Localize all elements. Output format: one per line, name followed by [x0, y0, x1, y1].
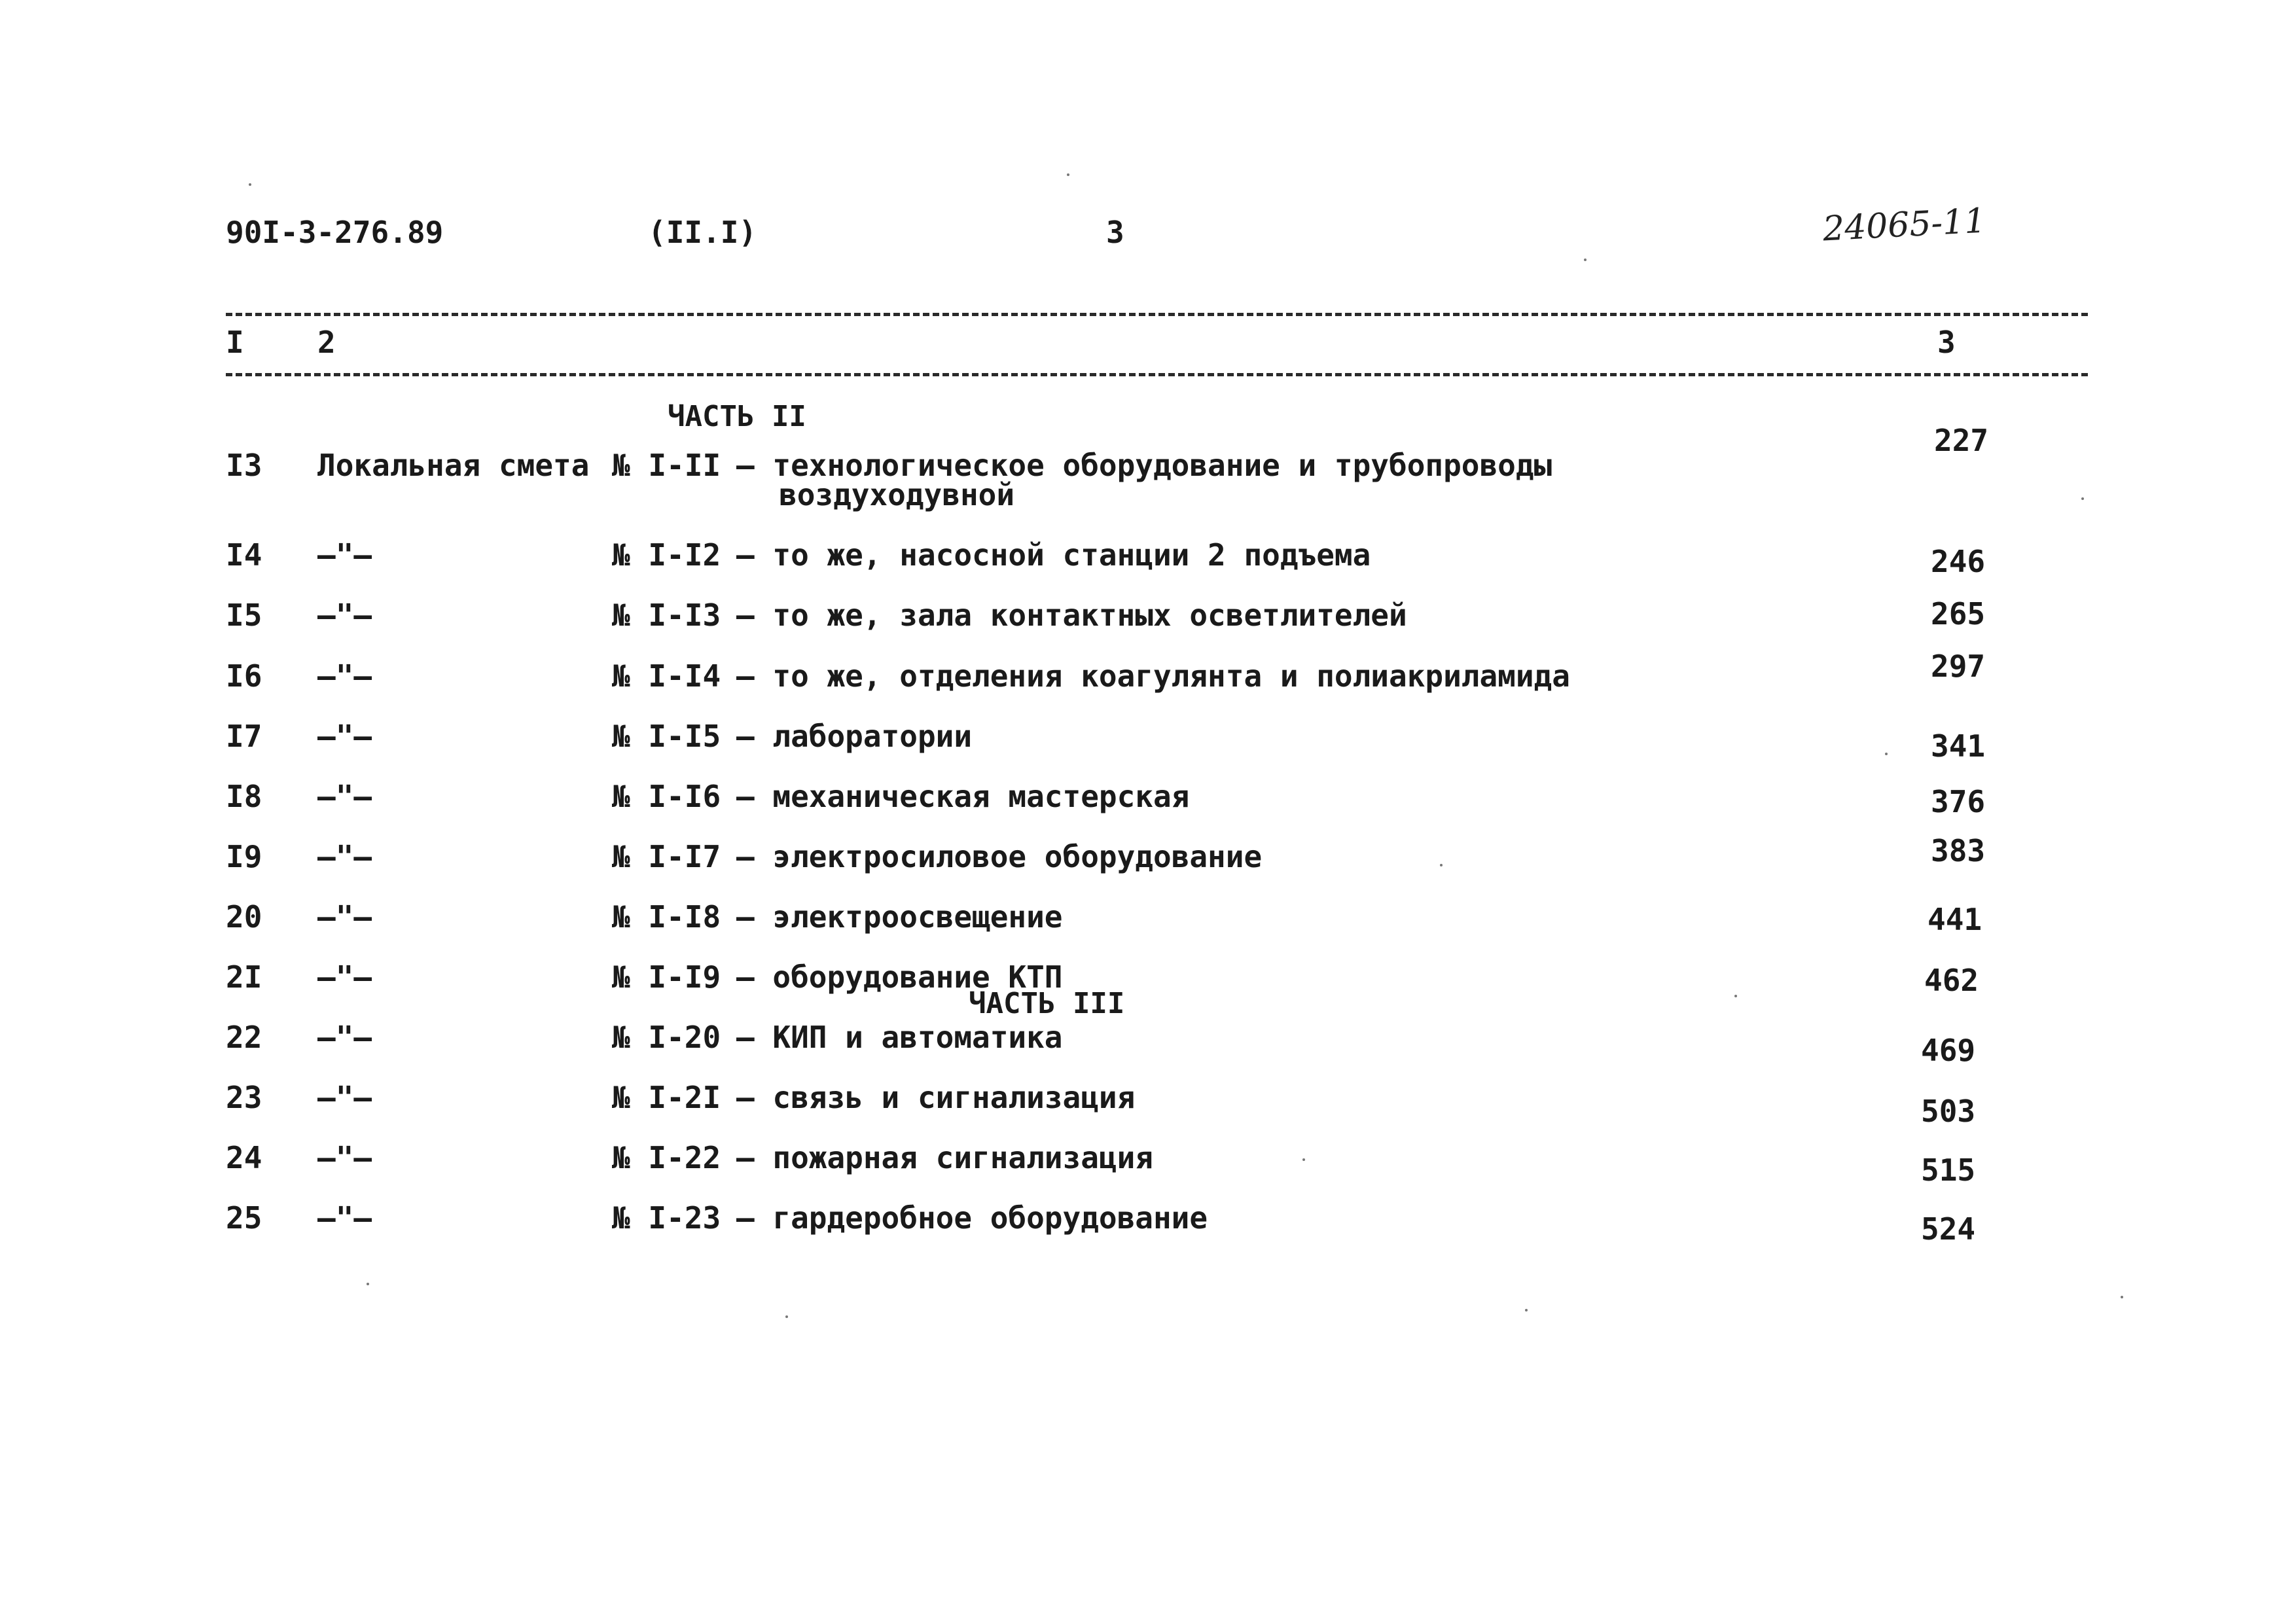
estimate-code: № I-I5 [612, 719, 721, 754]
estimate-code: № I-I4 [612, 658, 721, 694]
estimate-description: – механическая мастерская [736, 779, 1190, 814]
scan-speck [785, 1315, 788, 1318]
row-number: I6 [226, 658, 262, 694]
page-reference: 462 [1924, 963, 1979, 998]
scan-speck [249, 183, 251, 186]
estimate-description: – технологическое оборудование и трубопроводы [736, 448, 1552, 483]
scan-speck [1525, 1309, 1528, 1311]
document-code: 90I-3-276.89 [226, 215, 444, 250]
page-reference: 265 [1931, 596, 1986, 632]
page-reference: 376 [1931, 784, 1986, 819]
column-2-header: 2 [317, 325, 336, 360]
page-reference: 469 [1921, 1033, 1976, 1068]
estimate-code: № I-I8 [612, 899, 721, 935]
row-number: I9 [226, 839, 262, 874]
row-number: 2I [226, 959, 262, 995]
estimate-code: № I-I2 [612, 537, 721, 573]
column-1-header: I [226, 325, 244, 360]
row-number: 20 [226, 899, 262, 935]
page-reference: 503 [1921, 1094, 1976, 1129]
estimate-code: № I-I6 [612, 779, 721, 814]
estimate-code: № I-2I [612, 1080, 721, 1115]
page-reference: 441 [1928, 902, 1982, 937]
ditto-mark: –"– [317, 537, 372, 573]
scan-speck [1885, 753, 1888, 755]
handwritten-reference: 24065-11 [1821, 201, 1987, 249]
estimate-description: – оборудование КТП [736, 959, 1063, 995]
estimate-description: – гардеробное оборудование [736, 1200, 1208, 1236]
row-number: I5 [226, 597, 262, 633]
part-3-heading: ЧАСТЬ III [969, 987, 1125, 1020]
estimate-description-continued: воздуходувной [779, 477, 1015, 512]
scan-speck [367, 1283, 369, 1285]
scan-speck [1734, 995, 1737, 997]
scan-speck [1067, 173, 1069, 176]
estimate-description: – электросиловое оборудование [736, 839, 1263, 874]
estimate-code: № I-22 [612, 1140, 721, 1175]
ditto-mark: –"– [317, 1200, 372, 1236]
estimate-code: № I-I7 [612, 839, 721, 874]
estimate-code: № I-I9 [612, 959, 721, 995]
estimate-description: – лаборатории [736, 719, 973, 754]
estimate-description: – то же, насосной станции 2 подъема [736, 537, 1371, 573]
section-number: (II.I) [648, 215, 757, 250]
estimate-description: – связь и сигнализация [736, 1080, 1136, 1115]
page-reference: 227 [1934, 423, 1989, 458]
estimate-description: – КИП и автоматика [736, 1020, 1063, 1055]
scan-speck [1440, 864, 1443, 866]
page-reference: 383 [1931, 833, 1986, 868]
row-number: I4 [226, 537, 262, 573]
page-number: 3 [1106, 215, 1124, 250]
column-3-header: 3 [1937, 325, 1956, 360]
page-reference: 524 [1921, 1211, 1976, 1247]
estimate-description: – то же, зала контактных осветлителей [736, 597, 1407, 633]
estimate-code: № I-I3 [612, 597, 721, 633]
row-number: 23 [226, 1080, 262, 1115]
estimate-code: № I-II [612, 448, 721, 483]
ditto-mark: –"– [317, 658, 372, 694]
header-top-rule [226, 313, 2088, 316]
estimate-code: № I-23 [612, 1200, 721, 1236]
ditto-mark: –"– [317, 597, 372, 633]
header-bottom-rule [226, 373, 2088, 376]
row-number: 24 [226, 1140, 262, 1175]
page-reference: 246 [1931, 544, 1986, 579]
scan-speck [1584, 259, 1587, 261]
ditto-mark: –"– [317, 1140, 372, 1175]
ditto-mark: –"– [317, 899, 372, 935]
ditto-mark: –"– [317, 839, 372, 874]
ditto-mark: –"– [317, 779, 372, 814]
page-reference: 341 [1931, 728, 1986, 764]
scan-speck [2081, 497, 2084, 500]
page-reference: 515 [1921, 1152, 1976, 1188]
scan-speck [2121, 1296, 2123, 1298]
scan-speck [1302, 1158, 1305, 1161]
row-number: 22 [226, 1020, 262, 1055]
row-number: I7 [226, 719, 262, 754]
estimate-code: № I-20 [612, 1020, 721, 1055]
estimate-type: Локальная смета [317, 448, 590, 483]
estimate-description: – электроосвещение [736, 899, 1063, 935]
ditto-mark: –"– [317, 959, 372, 995]
ditto-mark: –"– [317, 719, 372, 754]
estimate-description: – пожарная сигнализация [736, 1140, 1153, 1175]
part-2-heading: ЧАСТЬ II [668, 400, 806, 433]
ditto-mark: –"– [317, 1080, 372, 1115]
row-number: I8 [226, 779, 262, 814]
ditto-mark: –"– [317, 1020, 372, 1055]
estimate-description: – то же, отделения коагулянта и полиакриламида [736, 658, 1570, 694]
page-reference: 297 [1931, 649, 1986, 684]
row-number: I3 [226, 448, 262, 483]
row-number: 25 [226, 1200, 262, 1236]
